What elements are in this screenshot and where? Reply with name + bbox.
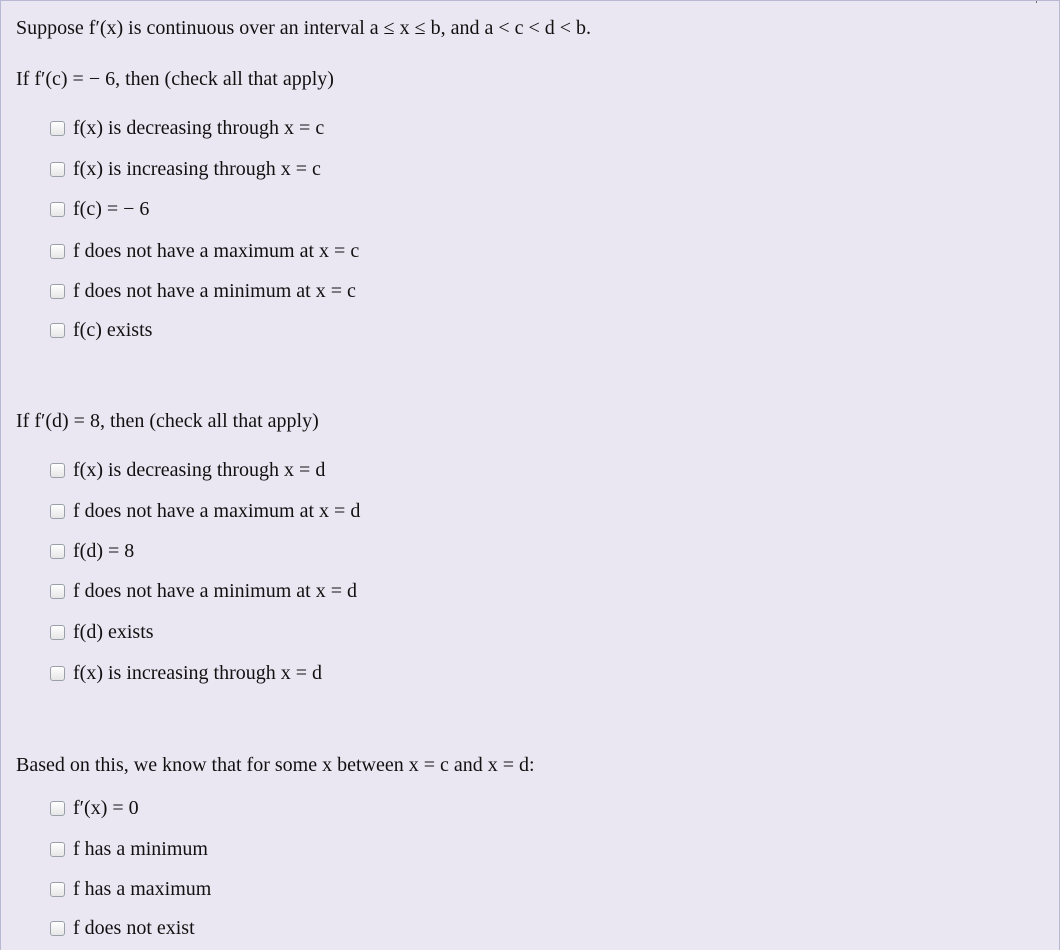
top-tick-mark (1036, 0, 1037, 3)
option-label: f′(x) = 0 (73, 797, 139, 819)
option-no-minimum-at-c[interactable] (50, 279, 356, 303)
option-label: f has a minimum (73, 838, 208, 860)
checkbox[interactable] (50, 584, 65, 599)
option-f-d-exists[interactable] (50, 620, 154, 644)
option-label: f(d) exists (73, 621, 154, 643)
checkbox[interactable] (50, 921, 65, 936)
option-label: f does not have a minimum at x = c (73, 280, 356, 302)
checkbox[interactable] (50, 842, 65, 857)
option-f-d-equals-eight[interactable] (50, 539, 134, 563)
checkbox[interactable] (50, 323, 65, 338)
option-label: f(x) is increasing through x = d (73, 662, 323, 684)
checkbox[interactable] (50, 463, 65, 478)
checkbox[interactable] (50, 504, 65, 519)
section-heading-between-c-and-d: Based on this, we know that for some x between x = c and x = d: (16, 754, 535, 776)
option-decreasing-through-d[interactable] (50, 458, 325, 482)
checkbox[interactable] (50, 162, 65, 177)
checkbox[interactable] (50, 801, 65, 816)
checkbox[interactable] (50, 202, 65, 217)
checkbox[interactable] (50, 544, 65, 559)
checkbox[interactable] (50, 882, 65, 897)
option-label: f does not have a maximum at x = c (73, 240, 360, 262)
option-no-minimum-at-d[interactable] (50, 579, 357, 603)
checkbox[interactable] (50, 121, 65, 136)
checkbox[interactable] (50, 625, 65, 640)
option-label: f does not exist (73, 917, 195, 939)
option-f-c-equals-negative-six[interactable] (50, 197, 149, 221)
checkbox[interactable] (50, 666, 65, 681)
option-label: f does not have a minimum at x = d (73, 580, 358, 602)
option-no-maximum-at-d[interactable] (50, 499, 360, 523)
option-f-prime-x-equals-zero[interactable] (50, 796, 139, 820)
option-does-not-exist[interactable] (50, 916, 195, 940)
option-has-minimum[interactable] (50, 837, 208, 861)
option-f-c-exists[interactable] (50, 318, 152, 342)
option-label: f(c) = − 6 (73, 198, 150, 220)
option-label: f does not have a maximum at x = d (73, 500, 361, 522)
option-label: f has a maximum (73, 878, 212, 900)
option-increasing-through-c[interactable] (50, 157, 321, 181)
option-increasing-through-d[interactable] (50, 661, 322, 685)
option-label: f(x) is decreasing through x = c (73, 117, 325, 139)
question-prompt: Suppose f′(x) is continuous over an interval a ≤ x ≤ b, and a < c < d < b. (16, 17, 592, 39)
option-no-maximum-at-c[interactable] (50, 239, 359, 263)
option-label: f(c) exists (73, 319, 153, 341)
checkbox[interactable] (50, 284, 65, 299)
option-decreasing-through-c[interactable] (50, 116, 324, 140)
checkbox[interactable] (50, 244, 65, 259)
section-heading-f-prime-c: If f′(c) = − 6, then (check all that apply) (16, 68, 334, 90)
option-label: f(x) is decreasing through x = d (73, 459, 326, 481)
option-label: f(d) = 8 (73, 540, 135, 562)
option-label: f(x) is increasing through x = c (73, 158, 321, 180)
section-heading-f-prime-d: If f′(d) = 8, then (check all that apply) (16, 410, 319, 432)
option-has-maximum[interactable] (50, 877, 211, 901)
